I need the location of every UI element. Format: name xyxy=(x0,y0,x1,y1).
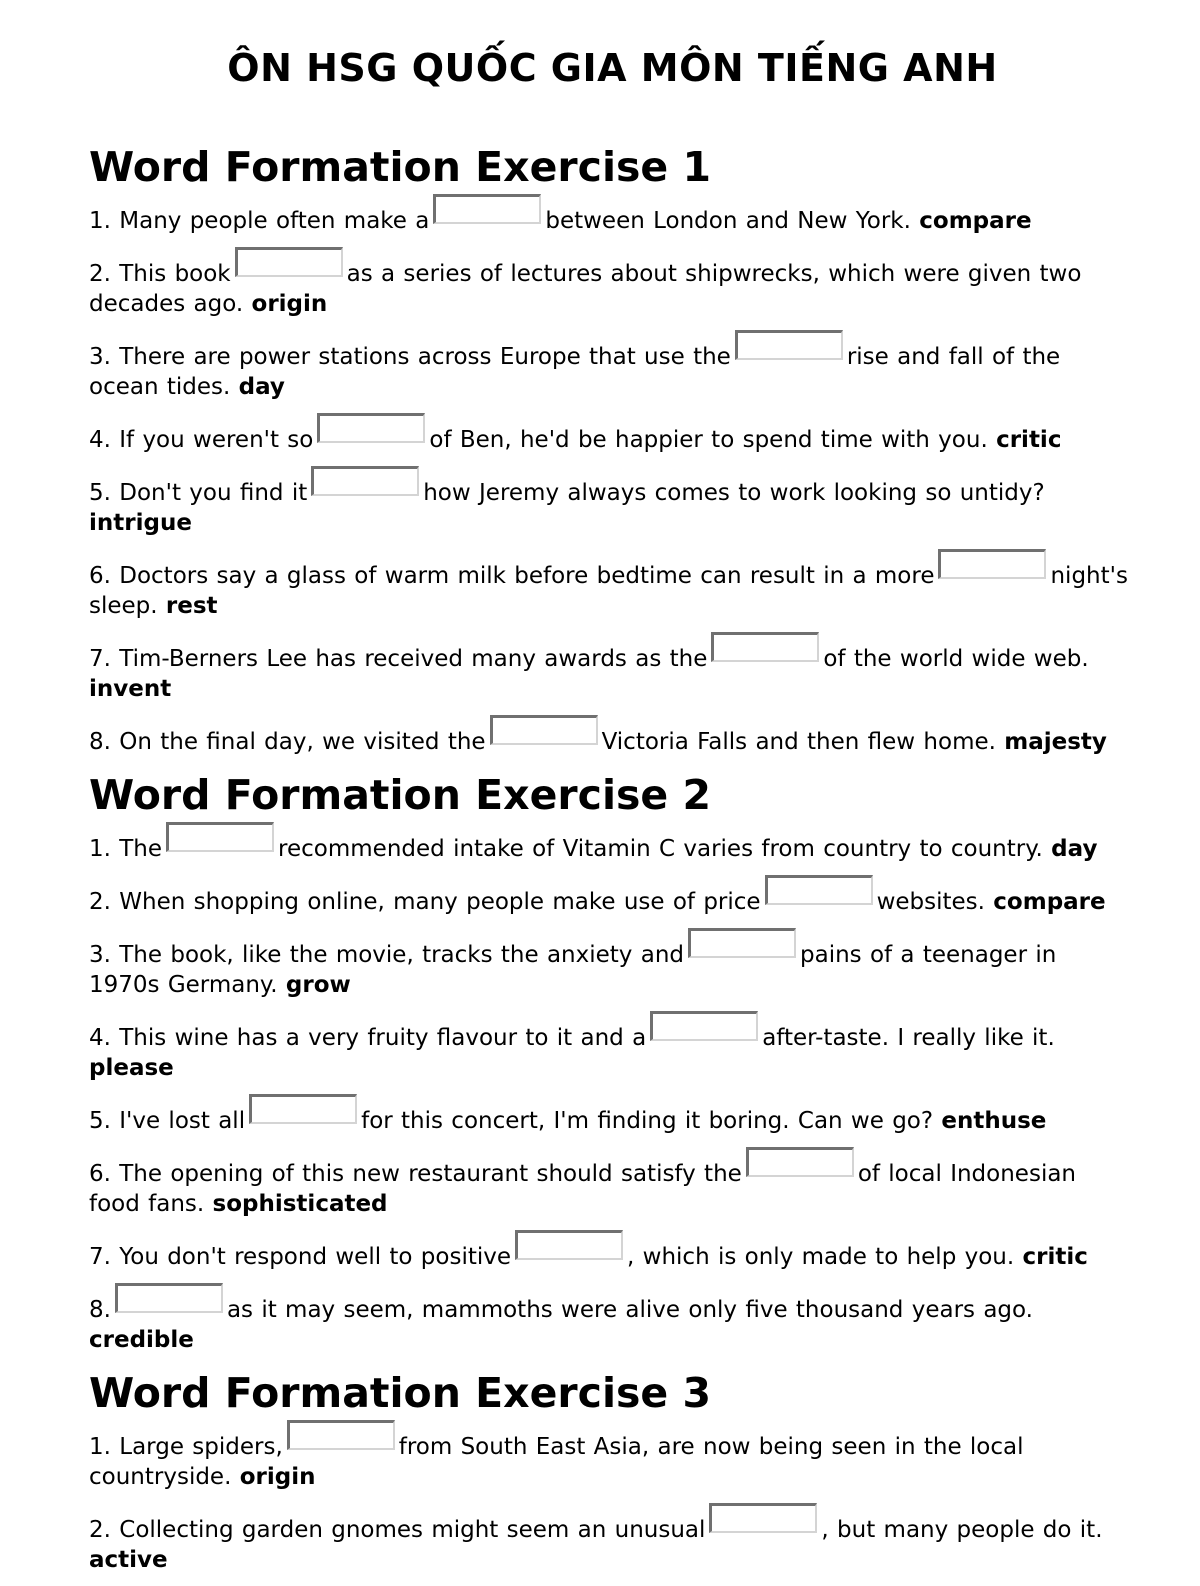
item-text-before: 2. This book xyxy=(89,261,231,287)
item-text-before: 5. Don't you find it xyxy=(89,480,308,506)
item-text-before: 3. There are power stations across Europe that use the xyxy=(89,344,731,370)
answer-input[interactable] xyxy=(688,928,796,958)
root-word: invent xyxy=(89,676,172,702)
answer-input[interactable] xyxy=(711,632,819,662)
root-word: credible xyxy=(89,1327,194,1353)
item-text-after: of the world wide web. xyxy=(823,646,1089,672)
exercise-item xyxy=(89,247,1134,319)
exercise-item xyxy=(89,1283,1134,1355)
answer-input[interactable] xyxy=(115,1283,223,1313)
answer-input[interactable] xyxy=(650,1011,758,1041)
answer-input[interactable] xyxy=(938,549,1046,579)
item-text-after: how Jeremy always comes to work looking so untidy? xyxy=(423,480,1045,506)
exercise-heading: Word Formation Exercise 1 xyxy=(89,143,712,191)
exercise-item xyxy=(89,1420,1134,1492)
exercise-item xyxy=(89,1011,1134,1083)
answer-input[interactable] xyxy=(433,194,541,224)
exercise-item xyxy=(89,466,1134,538)
item-text-before: 8. xyxy=(89,1297,111,1323)
answer-input[interactable] xyxy=(746,1147,854,1177)
exercise-item xyxy=(89,632,1134,704)
item-text-before: 3. The book, like the movie, tracks the anxiety and xyxy=(89,942,684,968)
root-word: enthuse xyxy=(941,1108,1047,1134)
exercise-section-2 xyxy=(89,768,1134,1355)
item-text-before: 2. When shopping online, many people make use of price xyxy=(89,889,761,915)
item-text-before: 2. Collecting garden gnomes might seem an unusual xyxy=(89,1517,706,1543)
item-text-before: 7. Tim-Berners Lee has received many awards as the xyxy=(89,646,708,672)
item-text-after: from South East Asia, are now being seen in the local countryside. xyxy=(89,1434,1024,1490)
document-title: ÔN HSG QUỐC GIA MÔN TIẾNG ANH xyxy=(227,46,998,90)
exercise-item xyxy=(89,928,1134,1000)
root-word: critic xyxy=(1022,1244,1088,1270)
root-word: day xyxy=(238,374,285,400)
exercise-item xyxy=(89,330,1134,402)
root-word: day xyxy=(1051,836,1098,862)
exercise-item xyxy=(89,715,1134,757)
item-text-before: 4. If you weren't so xyxy=(89,427,314,453)
item-text-after: for this concert, I'm finding it boring. Can we go? xyxy=(361,1108,934,1134)
root-word: origin xyxy=(251,291,328,317)
item-text-after: , which is only made to help you. xyxy=(627,1244,1015,1270)
exercise-item-list xyxy=(89,1420,1134,1575)
item-text-before: 8. On the final day, we visited the xyxy=(89,729,486,755)
item-text-before: 4. This wine has a very fruity flavour to it and a xyxy=(89,1025,647,1051)
root-word: origin xyxy=(239,1464,316,1490)
answer-input[interactable] xyxy=(735,330,843,360)
item-text-after: recommended intake of Vitamin C varies from country to country. xyxy=(278,836,1043,862)
exercise-item xyxy=(89,413,1134,455)
root-word: compare xyxy=(919,208,1032,234)
exercise-content xyxy=(89,140,1134,1586)
answer-input[interactable] xyxy=(287,1420,395,1450)
item-text-after: after-taste. I really like it. xyxy=(762,1025,1055,1051)
answer-input[interactable] xyxy=(311,466,419,496)
root-word: majesty xyxy=(1004,729,1107,755)
item-text-before: 5. I've lost all xyxy=(89,1108,246,1134)
root-word: compare xyxy=(993,889,1106,915)
root-word: active xyxy=(89,1547,168,1573)
item-text-before: 1. The xyxy=(89,836,163,862)
answer-input[interactable] xyxy=(709,1503,817,1533)
root-word: please xyxy=(89,1055,174,1081)
item-text-before: 7. You don't respond well to positive xyxy=(89,1244,512,1270)
root-word: critic xyxy=(996,427,1062,453)
item-text-after: Victoria Falls and then flew home. xyxy=(601,729,996,755)
exercise-heading: Word Formation Exercise 3 xyxy=(89,1369,712,1417)
item-text-before: 6. The opening of this new restaurant should satisfy the xyxy=(89,1161,742,1187)
item-text-after: as it may seem, mammoths were alive only five thousand years ago. xyxy=(226,1297,1033,1323)
exercise-item xyxy=(89,194,1134,236)
item-text-after: between London and New York. xyxy=(545,208,911,234)
exercise-item xyxy=(89,1094,1134,1136)
root-word: intrigue xyxy=(89,510,192,536)
exercise-item-list xyxy=(89,194,1134,757)
item-text-after: of local Indonesian food fans. xyxy=(89,1161,1076,1217)
exercise-section-3 xyxy=(89,1366,1134,1575)
item-text-after: , but many people do it. xyxy=(821,1517,1103,1543)
item-text-after: pains of a teenager in 1970s Germany. xyxy=(89,942,1057,998)
item-text-after: night's sleep. xyxy=(89,563,1128,619)
exercise-item xyxy=(89,1503,1134,1575)
exercise-section-1 xyxy=(89,140,1134,757)
exercise-item xyxy=(89,822,1134,864)
item-text-after: as a series of lectures about shipwrecks, which were given two decades ago. xyxy=(89,261,1082,317)
answer-input[interactable] xyxy=(490,715,598,745)
exercise-item xyxy=(89,875,1134,917)
answer-input[interactable] xyxy=(765,875,873,905)
item-text-after: of Ben, he'd be happier to spend time with you. xyxy=(429,427,988,453)
exercise-item xyxy=(89,549,1134,621)
answer-input[interactable] xyxy=(166,822,274,852)
item-text-before: 1. Large spiders, xyxy=(89,1434,283,1460)
exercise-item xyxy=(89,1147,1134,1219)
exercise-item xyxy=(89,1230,1134,1272)
item-text-before: 6. Doctors say a glass of warm milk before bedtime can result in a more xyxy=(89,563,935,589)
root-word: rest xyxy=(165,593,218,619)
exercise-heading: Word Formation Exercise 2 xyxy=(89,771,712,819)
item-text-before: 1. Many people often make a xyxy=(89,208,430,234)
answer-input[interactable] xyxy=(515,1230,623,1260)
answer-input[interactable] xyxy=(249,1094,357,1124)
root-word: sophisticated xyxy=(212,1191,388,1217)
answer-input[interactable] xyxy=(317,413,425,443)
item-text-after: rise and fall of the ocean tides. xyxy=(89,344,1061,400)
exercise-item-list xyxy=(89,822,1134,1355)
root-word: grow xyxy=(285,972,351,998)
answer-input[interactable] xyxy=(235,247,343,277)
item-text-after: websites. xyxy=(876,889,985,915)
